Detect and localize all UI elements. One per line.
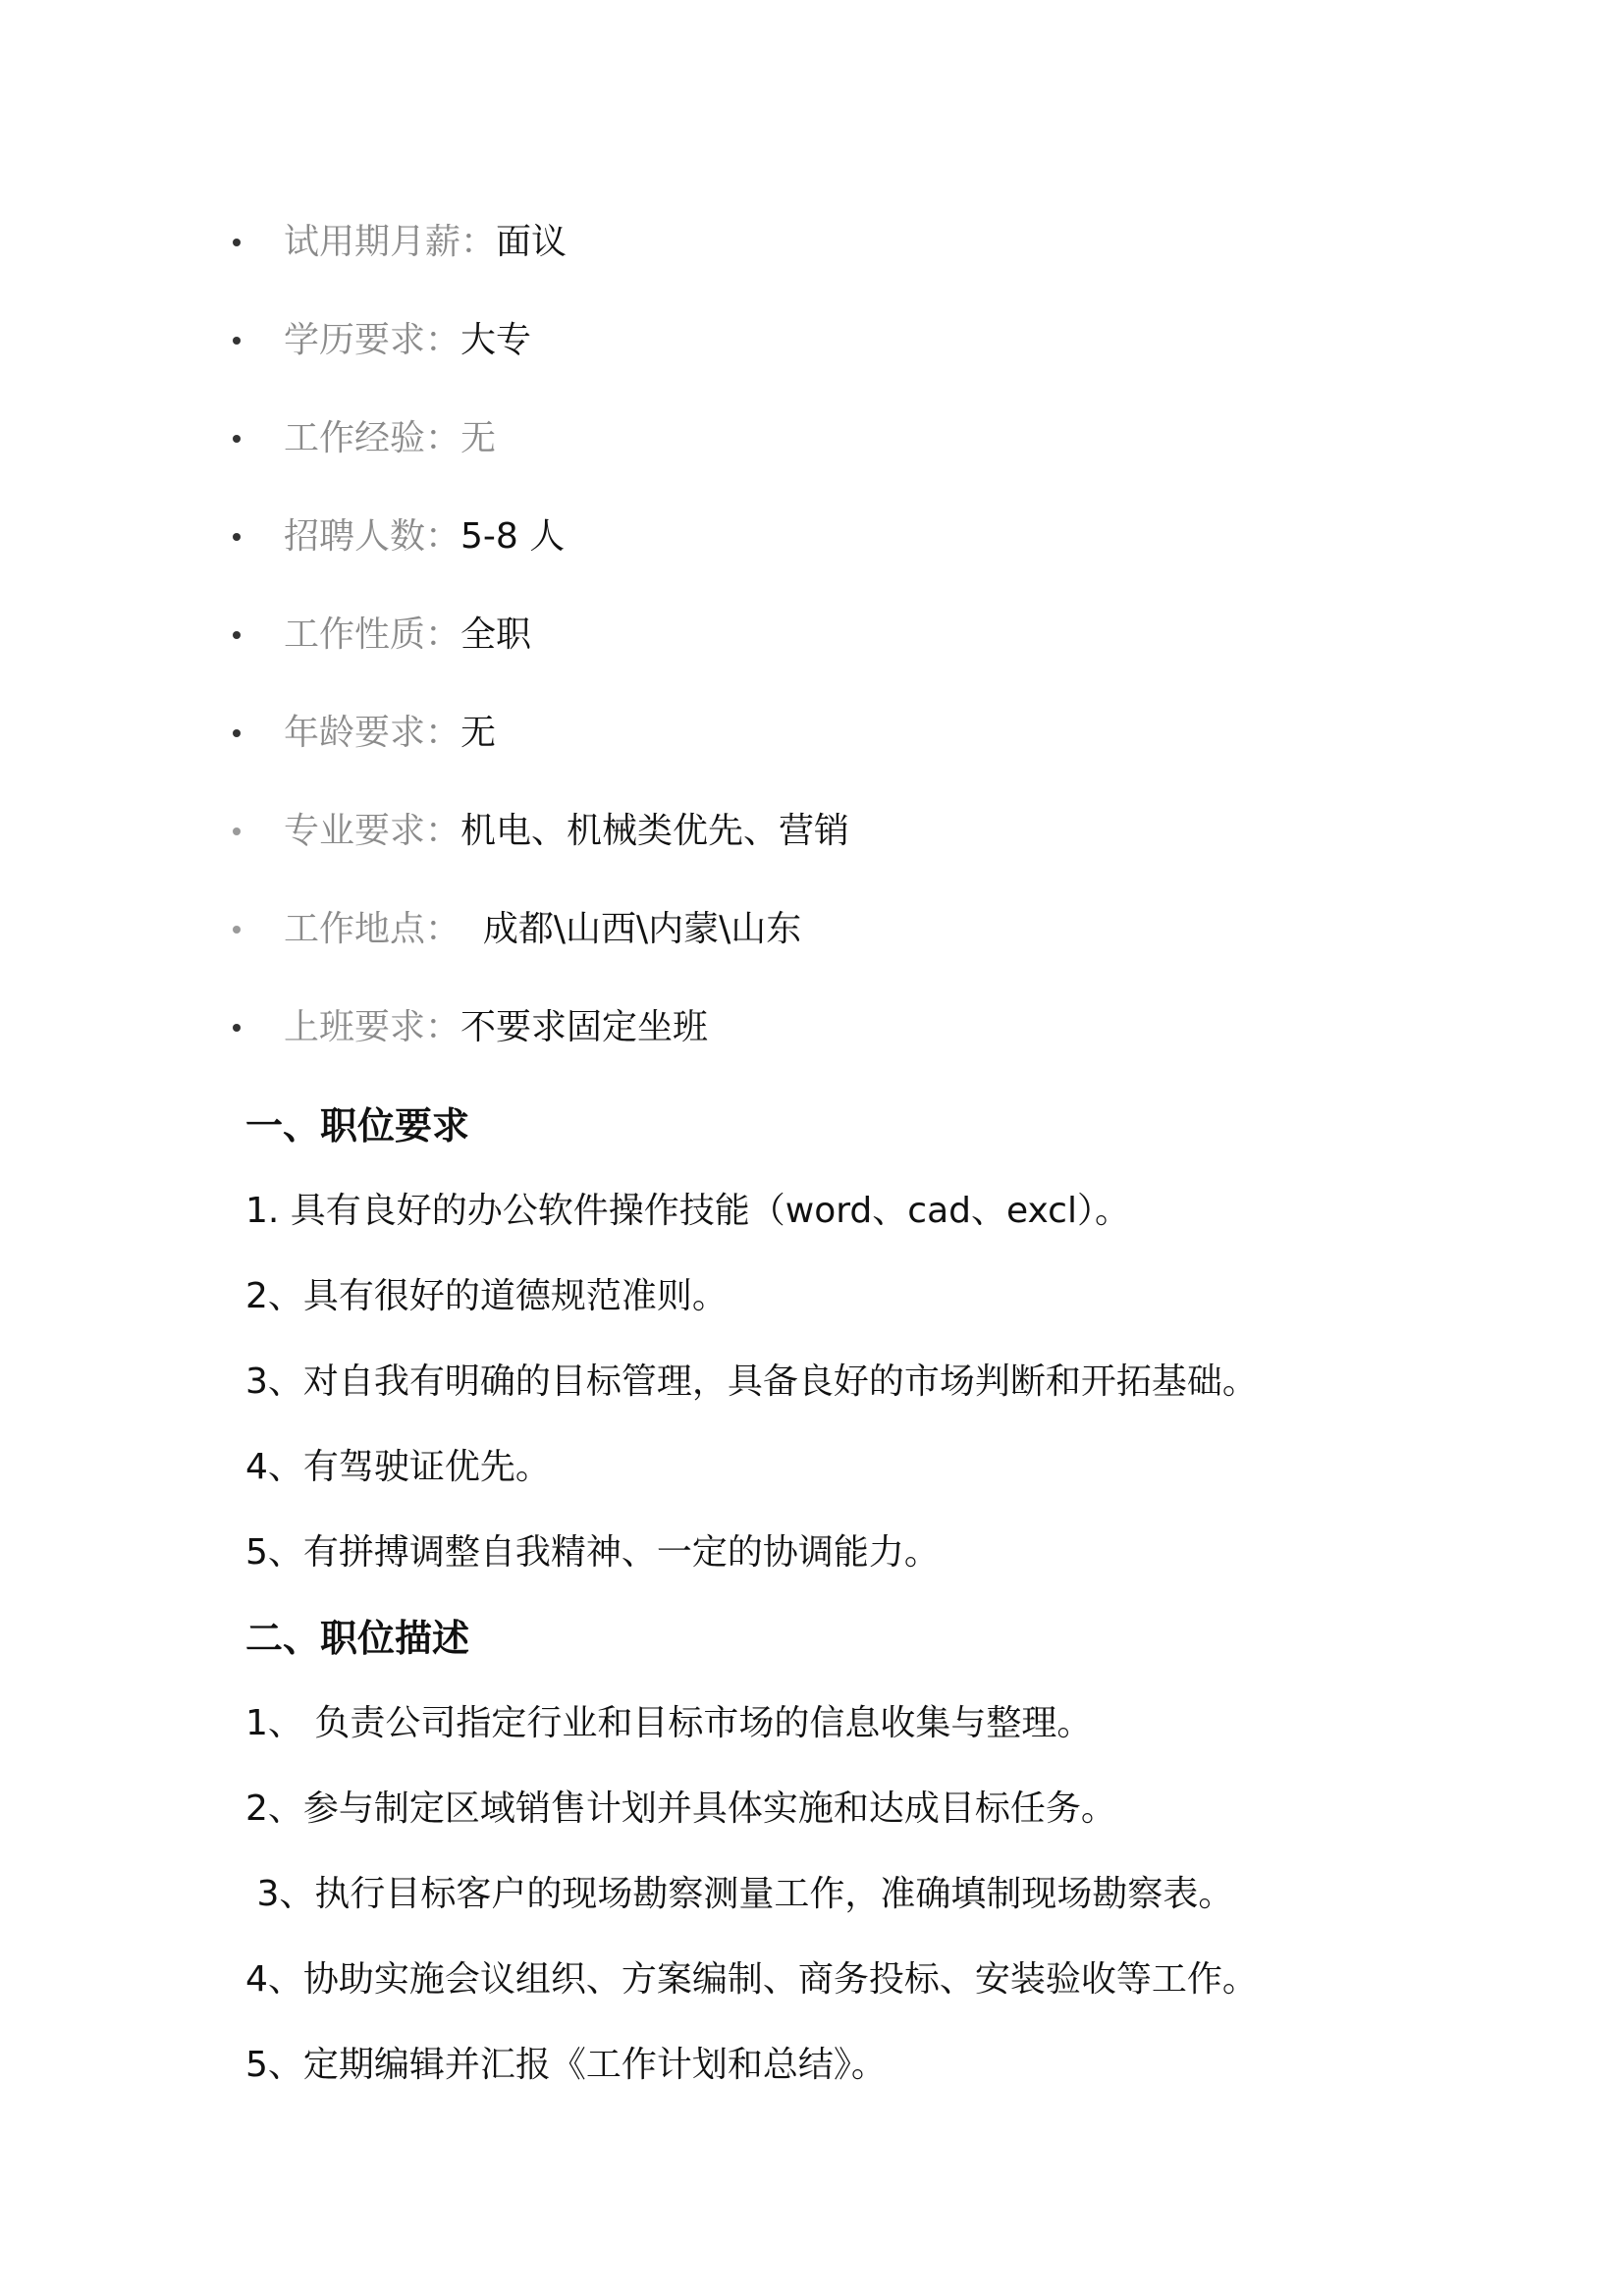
- requirement-item: 5、有拼搏调整自我精神、一定的协调能力。: [245, 1532, 940, 1573]
- job-info-value: 无: [460, 713, 497, 753]
- job-info-label-text: 招聘人数：5-8 人: [284, 516, 566, 557]
- bullet-icon: [233, 1024, 241, 1032]
- job-info-label-text: 工作经验：无: [284, 418, 497, 458]
- bullet-icon: [233, 729, 241, 737]
- requirement-item: 1. 具有良好的办公软件操作技能（word、cad、excl）。: [245, 1191, 1130, 1231]
- description-item: 2、参与制定区域销售计划并具体实施和达成目标任务。: [245, 1789, 1116, 1829]
- bullet-icon: [233, 435, 241, 443]
- bullet-icon: [233, 926, 241, 934]
- job-info-label-text: 工作性质：全职: [284, 614, 532, 655]
- section-heading-requirements: 一、职位要求: [245, 1104, 470, 1148]
- job-info-value: 5-8 人: [460, 516, 566, 557]
- requirement-item: 3、对自我有明确的目标管理，具备良好的市场判断和开拓基础。: [245, 1362, 1258, 1402]
- job-info-label-text: 工作地点： 成都\山西\内蒙\山东: [284, 909, 802, 949]
- requirement-item: 4、有驾驶证优先。: [245, 1447, 551, 1487]
- job-info-label-text: 学历要求：大专: [284, 320, 532, 360]
- job-info-value: 不要求固定坐班: [460, 1007, 709, 1047]
- description-item: 1、 负责公司指定行业和目标市场的信息收集与整理。: [245, 1703, 1093, 1743]
- section-heading-description: 二、职位描述: [245, 1617, 470, 1660]
- job-info-value: 全职: [460, 614, 532, 655]
- bullet-icon: [233, 533, 241, 541]
- bullet-icon: [233, 631, 241, 639]
- job-info-value: 无: [460, 418, 497, 458]
- job-info-value: 机电、机械类优先、营销: [460, 811, 850, 851]
- bullet-icon: [233, 239, 241, 246]
- job-info-value: 面议: [496, 222, 568, 262]
- bullet-icon: [233, 828, 241, 835]
- job-info-label-text: 试用期月薪：面议: [284, 222, 568, 262]
- job-info-value: 大专: [460, 320, 532, 360]
- job-info-label-text: 年龄要求：无: [284, 713, 497, 753]
- description-item: 4、协助实施会议组织、方案编制、商务投标、安装验收等工作。: [245, 1959, 1258, 2000]
- job-info-value: 成都\山西\内蒙\山东: [460, 909, 802, 949]
- job-info-label-text: 上班要求：不要求固定坐班: [284, 1007, 709, 1047]
- description-item: 5、定期编辑并汇报《工作计划和总结》。: [245, 2045, 887, 2085]
- description-item: 3、执行目标客户的现场勘察测量工作，准确填制现场勘察表。: [245, 1874, 1234, 1914]
- requirement-item: 2、具有很好的道德规范准则。: [245, 1276, 728, 1316]
- bullet-icon: [233, 337, 241, 345]
- job-info-label-text: 专业要求：机电、机械类优先、营销: [284, 811, 850, 851]
